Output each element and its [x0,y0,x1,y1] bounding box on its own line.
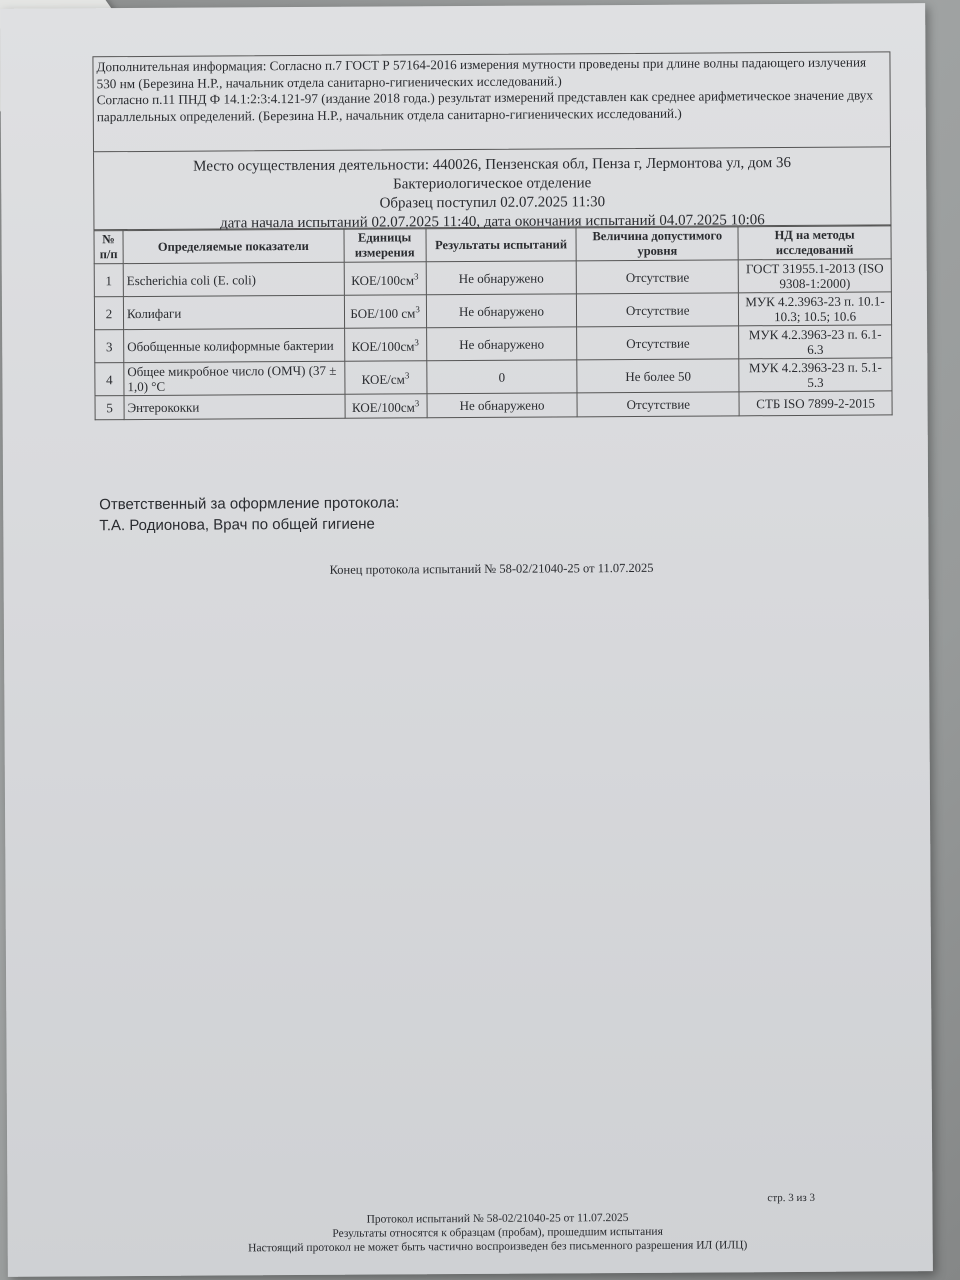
table-row [95,358,892,396]
end-of-protocol: Конец протокола испытаний № 58-02/21040-25 от 11.07.2025 [329,560,654,577]
cell-method: МУК 4.2.3963-23 п. 10.1-10.3; 10.5; 10.6 [739,292,892,326]
table-row [95,325,892,363]
cell-unit: КОЕ/$100см^3$ [344,262,426,296]
footer-protocol-line: Протокол испытаний № 58-02/21040-25 от 11.07.2025 [366,1212,629,1226]
page-number: стр. 3 из 3 [767,1191,816,1205]
cell-method: СТБ ISO 7899-2-2015 [739,391,892,416]
header-method: НД на методы исследований [738,226,891,260]
header-result: Результаты испытаний [426,228,577,262]
cell-result: Не обнаружено [426,294,577,328]
cell-unit: КОЕ/$100см^3$ [345,394,427,419]
department-line: Бактериологическое отделение [393,175,592,193]
cell-num: 1 [94,264,123,297]
responsible-name: Т.А. Родионова, Врач по общей гигиене [99,515,375,535]
cell-result: 0 [426,360,577,394]
cell-num: 3 [95,330,124,363]
table-row [94,259,891,297]
results-table [93,225,892,420]
cell-unit: БОЕ/100 $см^3$ [344,295,426,329]
header-indicator: Определяемые показатели [123,229,344,263]
cell-limit: Отсутствие [577,260,739,294]
sample-received-line: Образец поступил 02.07.2025 11:30 [379,194,606,212]
cell-limit: Не более 50 [577,359,739,393]
footer-copyright-line: Настоящий протокол не может быть частично воспроизведен без письменного разрешения ИЛ (ИЛЦ) [248,1239,748,1255]
page-footer [227,1210,767,1255]
cell-indicator: Колифаги [123,295,344,329]
additional-info-box [92,51,891,152]
table-row [94,292,891,330]
cell-result: Не обнаружено [426,327,577,361]
cell-limit: Отсутствие [577,293,739,327]
header-num: № п/п [94,231,123,264]
protocol-page [0,3,933,1277]
cell-unit: КОЕ/$см^3$ [344,361,426,395]
cell-method: ГОСТ 31955.1-2013 (ISO 9308-1:2000) [738,259,891,293]
responsible-person-block [99,492,399,536]
cell-num: 4 [95,363,124,396]
responsible-label: Ответственный за оформление протокола: [99,494,400,514]
footer-results-line: Результаты относятся к образцам (пробам), прошедшим испытания [332,1225,663,1240]
cell-method: МУК 4.2.3963-23 п. 5.1-5.3 [739,358,892,392]
cell-method: МУК 4.2.3963-23 п. 6.1-6.3 [739,325,892,359]
cell-indicator: Escherichia coli (E. coli) [123,262,344,296]
header-limit: Величина допустимого уровня [576,227,738,261]
cell-indicator: Общее микробное число (ОМЧ) (37 ± 1,0) °С [124,361,345,395]
table-row [95,391,892,420]
info-paragraph-2: Согласно п.11 ПНД Ф 14.1:2:3:4.121-97 (издание 2018 года.) результат измерений представлен как среднее арифметическое значение двух параллельных определений. (Березина Н.Р., начальник отдела санитарно-гигиенических исследований.) [96,87,873,124]
cell-num: 2 [94,297,123,330]
cell-num: 5 [95,396,124,420]
test-dates-line: дата начала испытаний 02.07.2025 11:40, дата окончания испытаний 04.07.2025 10:06 [220,212,765,232]
table-header-row [94,226,891,264]
info-paragraph-1: Дополнительная информация: Согласно п.7 ГОСТ Р 57164-2016 измерения мутности проведены при длине волны падающего излучения 530 нм (Березина Н.Р., начальник отдела санитарно-гигиенических исследований.) [96,54,867,91]
cell-result: Не обнаружено [427,393,578,418]
cell-indicator: Энтерококки [124,394,345,419]
cell-limit: Отсутствие [577,326,739,360]
location-line: Место осуществления деятельности: 440026, Пензенская обл, Пенза г, Лермонтова ул, дом 36 [193,155,792,175]
location-header [93,147,891,230]
cell-result: Не обнаружено [426,261,577,295]
header-unit: Единицы измерения [344,229,426,263]
cell-indicator: Обобщенные колиформные бактерии [124,328,345,362]
cell-limit: Отсутствие [577,392,739,417]
cell-unit: КОЕ/$100см^3$ [344,328,426,362]
